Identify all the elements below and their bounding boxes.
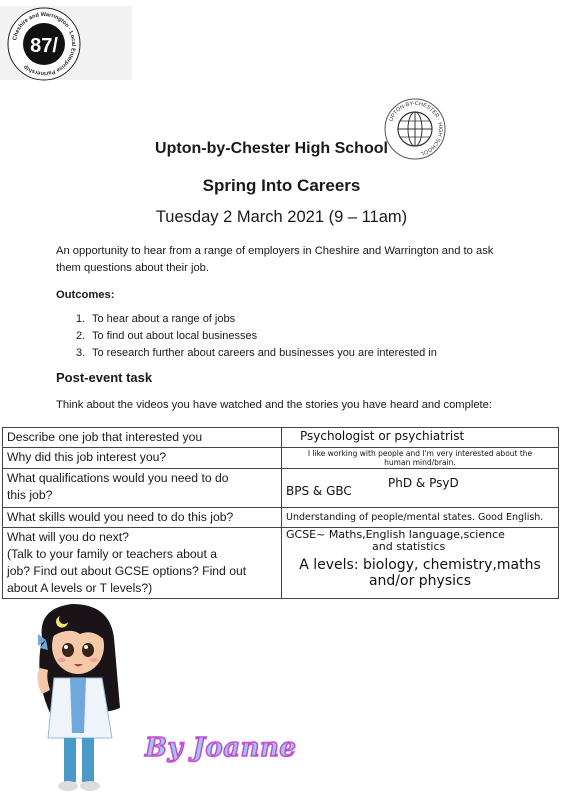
svg-text:UPTON-BY-CHESTER · HIGH SCHOOL: UPTON-BY-CHESTER · HIGH SCHOOL (388, 100, 444, 157)
byline: By Joanne (145, 733, 297, 763)
answer-cell[interactable]: Psychologist or psychiatrist (282, 428, 559, 448)
question-cell: What will you do next? (Talk to your family or teachers about a job? Find out about GCSE options? Find out about A levels or T levels?) (3, 528, 282, 599)
outcomes-heading: Outcomes: (56, 289, 115, 301)
answer-cell[interactable]: I like working with people and I'm very interested about the human mind/brain. (282, 448, 559, 469)
outcome-item: 1. To hear about a range of jobs (76, 313, 236, 325)
question-cell: What qualifications would you need to do this job? (3, 469, 282, 508)
answer-cell[interactable]: Understanding of people/mental states. Good English. (282, 508, 559, 528)
form-row (3, 448, 559, 469)
intro-line: them questions about their job. (56, 262, 209, 274)
event-date: Tuesday 2 March 2021 (9 – 11am) (155, 208, 408, 226)
event-title: Spring Into Careers (202, 176, 361, 195)
form-row (3, 469, 559, 508)
answer-cell[interactable]: BPS & GBC PhD & PsyD (282, 469, 559, 508)
question-cell: What skills would you need to do this job? (3, 508, 282, 528)
outcomes-list (76, 311, 437, 362)
intro-paragraph (56, 243, 526, 277)
lep-logo-icon (6, 6, 82, 82)
intro-line: An opportunity to hear from a range of employers in Cheshire and Warrington and to ask (56, 245, 494, 257)
answer-cell[interactable]: GCSE~ Maths,English language,science and statistics A levels: biology, chemistry,maths and/or physics (282, 528, 559, 599)
school-name: Upton-by-Chester High School (155, 140, 388, 157)
svg-text:Cheshire and Warrington · Loca: Cheshire and Warrington · Local Enterprise Partnership (12, 11, 77, 77)
form-row (3, 508, 559, 528)
svg-text:87/: 87/ (30, 35, 58, 57)
form-row (3, 528, 559, 599)
question-cell: Why did this job interest you? (3, 448, 282, 469)
post-event-form (2, 427, 559, 599)
form-row (3, 428, 559, 448)
outcome-item: 3. To research further about careers and businesses you are interested in (76, 347, 437, 359)
task-intro: Think about the videos you have watched and the stories you have heard and complete: (56, 399, 492, 411)
girl-avatar-illustration (20, 598, 140, 793)
outcome-item: 2. To find out about local businesses (76, 330, 258, 342)
task-heading: Post-event task (56, 370, 153, 385)
question-cell: Describe one job that interested you (3, 428, 282, 448)
